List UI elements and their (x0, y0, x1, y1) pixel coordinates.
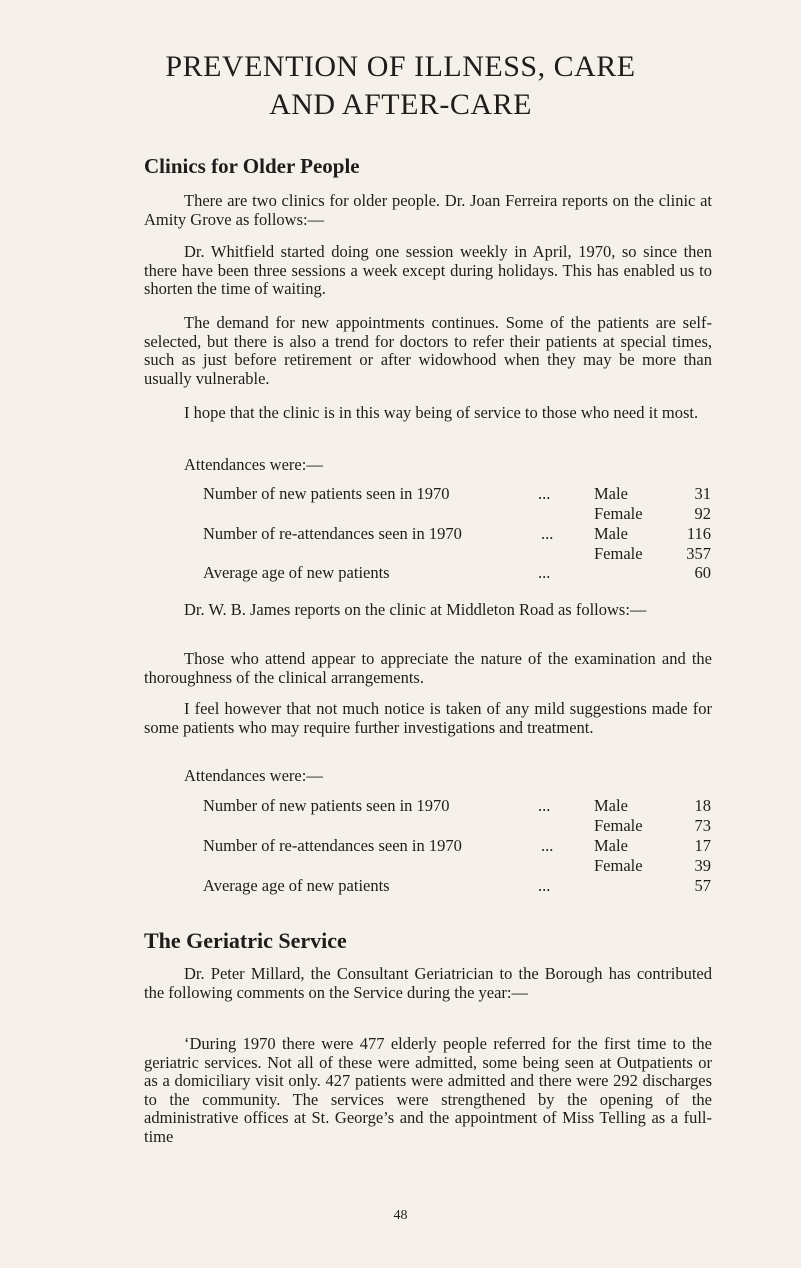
leader-dots: ... (538, 876, 551, 895)
section-heading-clinics: Clinics for Older People (144, 154, 360, 178)
re-female-count: 39 (694, 856, 711, 875)
paragraph: Those who attend appear to appreciate the nature of the examination and the thoroughness of the clinical arrangements. (144, 649, 712, 687)
female-label: Female (594, 504, 643, 523)
re-female-count: 357 (686, 544, 711, 563)
paragraph: The demand for new appointments continues. Some of the patients are self-selected, but there is also a trend for doctors to refer their patients at special times, such as just before retirement or after widowhood when they may be more than usually vulnerable. (144, 313, 712, 388)
leader-dots: ... (538, 563, 551, 582)
new-female-count: 73 (694, 816, 711, 835)
re-male-count: 17 (694, 836, 711, 855)
page-number: 48 (393, 1208, 408, 1223)
male-label: Male (594, 836, 628, 855)
new-male-count: 18 (694, 796, 711, 815)
re-male-count: 116 (686, 524, 711, 543)
average-age-label: Average age of new patients (203, 563, 390, 582)
attendances-label: Attendances were:— (184, 455, 323, 474)
page-title-line2: AND AFTER-CARE (269, 88, 532, 121)
male-label: Male (594, 796, 628, 815)
female-label: Female (594, 856, 643, 875)
new-patients-label: Number of new patients seen in 1970 (203, 484, 450, 503)
paragraph: I feel however that not much notice is taken of any mild suggestions made for some patients who may require further investigations and treatment. (144, 699, 712, 737)
section-heading-geriatric: The Geriatric Service (144, 928, 347, 953)
leader-dots: ... (538, 796, 551, 815)
leader-dots: ... (538, 484, 551, 503)
leader-dots: ... (541, 524, 554, 543)
re-attendances-label: Number of re-attendances seen in 1970 (203, 524, 462, 543)
male-label: Male (594, 524, 628, 543)
leader-dots: ... (541, 836, 554, 855)
new-female-count: 92 (694, 504, 711, 523)
attendances-label: Attendances were:— (184, 766, 323, 785)
paragraph: There are two clinics for older people. Dr. Joan Ferreira reports on the clinic at Amity Grove as follows:— (144, 191, 712, 229)
paragraph: Dr. Peter Millard, the Consultant Geriatrician to the Borough has contributed the following comments on the Service during the year:— (144, 964, 712, 1002)
page-title-line1: PREVENTION OF ILLNESS, CARE (165, 50, 636, 83)
paragraph: Dr. W. B. James reports on the clinic at Middleton Road as follows:— (184, 600, 647, 619)
male-label: Male (594, 484, 628, 503)
average-age-value: 57 (694, 876, 711, 895)
paragraph: Dr. Whitfield started doing one session weekly in April, 1970, so since then there have been three sessions a week except during holidays. This has enabled us to shorten the time of waiting. (144, 242, 712, 298)
paragraph: ‘During 1970 there were 477 elderly people referred for the first time to the geriatric services. Not all of these were admitted, some being seen at Outpatients or as a domiciliary visit only. 427 patients were admitted and there were 292 discharges to the community. The services were strengthened by the opening of the administrative offices at St. George’s and the appointment of Miss Telling as a full-time (144, 1034, 712, 1146)
new-male-count: 31 (694, 484, 711, 503)
paragraph: I hope that the clinic is in this way being of service to those who need it most. (184, 403, 699, 422)
female-label: Female (594, 544, 643, 563)
average-age-value: 60 (694, 563, 711, 582)
average-age-label: Average age of new patients (203, 876, 390, 895)
new-patients-label: Number of new patients seen in 1970 (203, 796, 450, 815)
re-attendances-label: Number of re-attendances seen in 1970 (203, 836, 462, 855)
female-label: Female (594, 816, 643, 835)
